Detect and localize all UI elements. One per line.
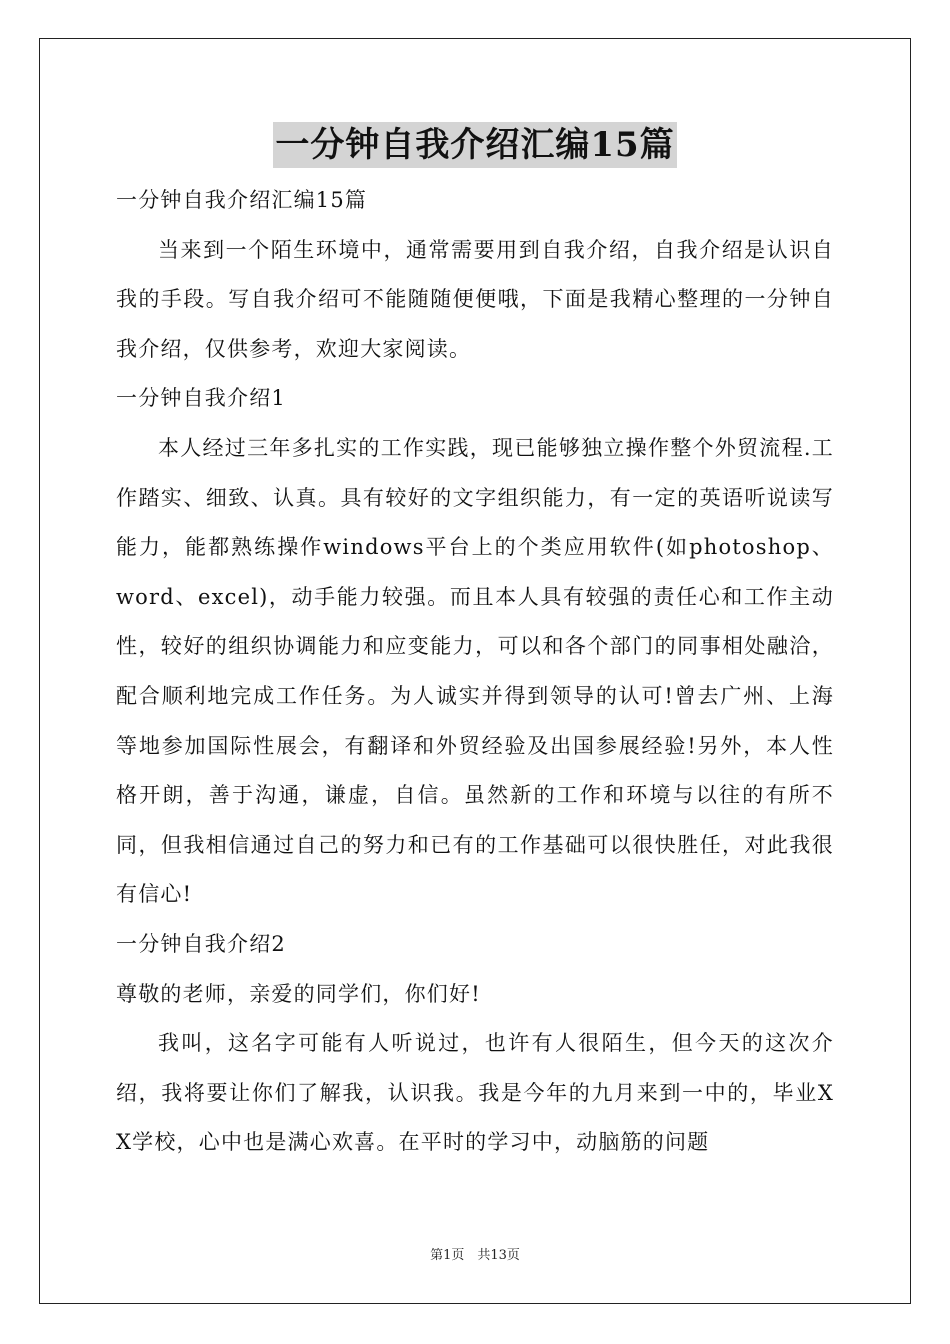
page-footer: 第1页 共13页 (430, 1248, 520, 1263)
paragraph-subtitle: 一分钟自我介绍汇编15篇 (116, 188, 368, 212)
paragraph-section-1: 本人经过三年多扎实的工作实践，现已能够独立操作整个外贸流程.工作踏实、细致、认真。具有较好的文字组织能力，有一定的英语听说读写能力，能都熟练操作windows平台上的个类应用软件(如photoshop、word、excel)，动手能力较强。而且本人具有较强的责任心和工作主动性，较好的组织协调能力和应变能力，可以和各个部门的同事相处融洽，配合顺利地完成工作任务。为人诚实并得到领导的认可!曾去广州、上海等地参加国际性展会，有翻译和外贸经验及出国参展经验!另外，本人性格开朗，善于沟通，谦虚，自信。虽然新的工作和环境与以往的有所不同，但我相信通过自己的努力和已有的工作基础可以很快胜任，对此我很有信心! (116, 435, 834, 907)
title-container (0, 122, 950, 168)
section-heading-1: 一分钟自我介绍1 (116, 386, 286, 411)
paragraph-greeting: 尊敬的老师，亲爱的同学们，你们好! (116, 981, 481, 1006)
document-title: 一分钟自我介绍汇编15篇 (273, 122, 676, 168)
paragraph-section-2: 我叫，这名字可能有人听说过，也许有人很陌生，但今天的这次介绍，我将要让你们了解我，认识我。我是今年的九月来到一中的，毕业XX学校，心中也是满心欢喜。在平时的学习中，动脑筋的问题 (116, 1031, 834, 1155)
paragraph-intro: 当来到一个陌生环境中，通常需要用到自我介绍，自我介绍是认识自我的手段。写自我介绍可不能随随便便哦，下面是我精心整理的一分钟自我介绍，仅供参考，欢迎大家阅读。 (116, 237, 834, 361)
section-heading-2: 一分钟自我介绍2 (116, 931, 286, 956)
document-body (116, 176, 834, 1168)
